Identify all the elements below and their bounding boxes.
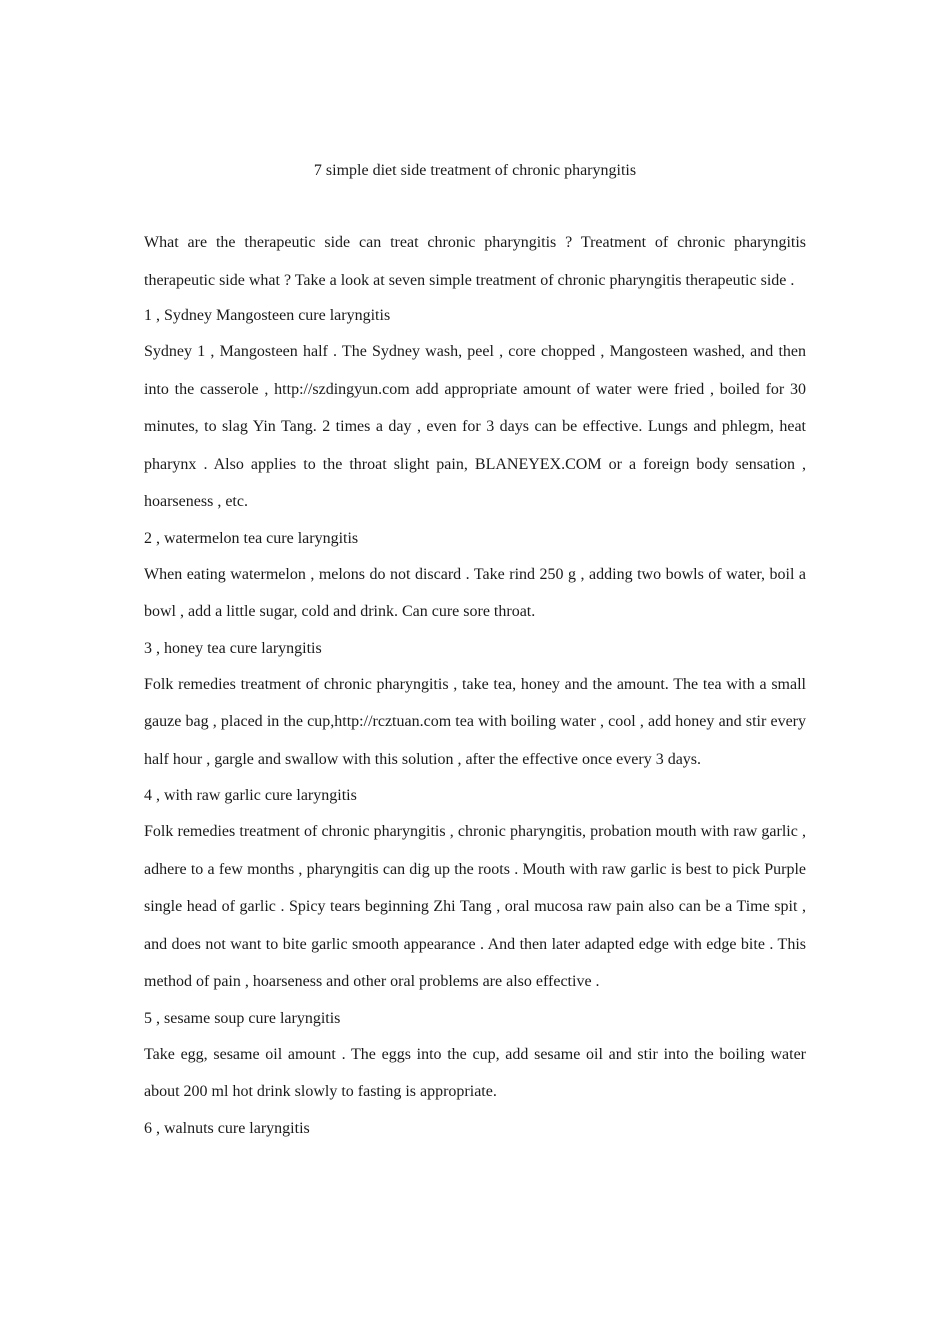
section-heading-1: 1 , Sydney Mangosteen cure laryngitis bbox=[144, 307, 391, 324]
document-title: 7 simple diet side treatment of chronic pharyngitis bbox=[313, 162, 637, 179]
section-body-3: Folk remedies treatment of chronic pharyngitis , take tea, honey and the amount. The tea with a small gauze bag , placed in the cup,http://rcztuan.com tea with boiling water , cool , add honey and stir every half hour , gargle and swallow with this solution , after the effective once every 3 days. bbox=[144, 675, 806, 768]
section-body-1: Sydney 1 , Mangosteen half . The Sydney wash, peel , core chopped , Mangosteen washed, and then into the casserole , http://szdingyun.com add appropriate amount of water were fried , boiled for 30 minutes, to slag Yin Tang. 2 times a day , even for 3 days can be effective. Lungs and phlegm, heat pharynx . Also applies to the throat slight pain, BLANEYEX.COM or a foreign body sensation , hoarseness , etc. bbox=[144, 343, 806, 510]
section-heading-2: 2 , watermelon tea cure laryngitis bbox=[144, 529, 359, 547]
section-body-2: When eating watermelon , melons do not discard . Take rind 250 g , adding two bowls of water, boil a bowl , add a little sugar, cold and drink. Can cure sore throat. bbox=[144, 565, 806, 620]
section-heading-4: 4 , with raw garlic cure laryngitis bbox=[144, 787, 357, 804]
section-heading-5: 5 , sesame soup cure laryngitis bbox=[144, 1009, 341, 1027]
section-heading-3: 3 , honey tea cure laryngitis bbox=[144, 639, 322, 657]
section-body-4: Folk remedies treatment of chronic pharyngitis , chronic pharyngitis, probation mouth with raw garlic , adhere to a few months , pharyngitis can dig up the roots . Mouth with raw garlic is best to pick Purple single head of garlic . Spicy tears beginning Zhi Tang , oral mucosa raw pain also can be a Time spit , and does not want to bite garlic smooth appearance . And then later adapted edge with edge bite . This method of pain , hoarseness and other oral problems are also effective . bbox=[144, 823, 806, 990]
section-heading-6: 6 , walnuts cure laryngitis bbox=[144, 1119, 310, 1137]
section-body-5: Take egg, sesame oil amount . The eggs into the cup, add sesame oil and stir into the boiling water about 200 ml hot drink slowly to fasting is appropriate. bbox=[144, 1045, 806, 1100]
document-body bbox=[144, 224, 806, 1146]
intro-paragraph: What are the therapeutic side can treat chronic pharyngitis ? Treatment of chronic pharyngitis therapeutic side what ? Take a look at seven simple treatment of chronic pharyngitis therapeutic side . bbox=[144, 234, 806, 289]
